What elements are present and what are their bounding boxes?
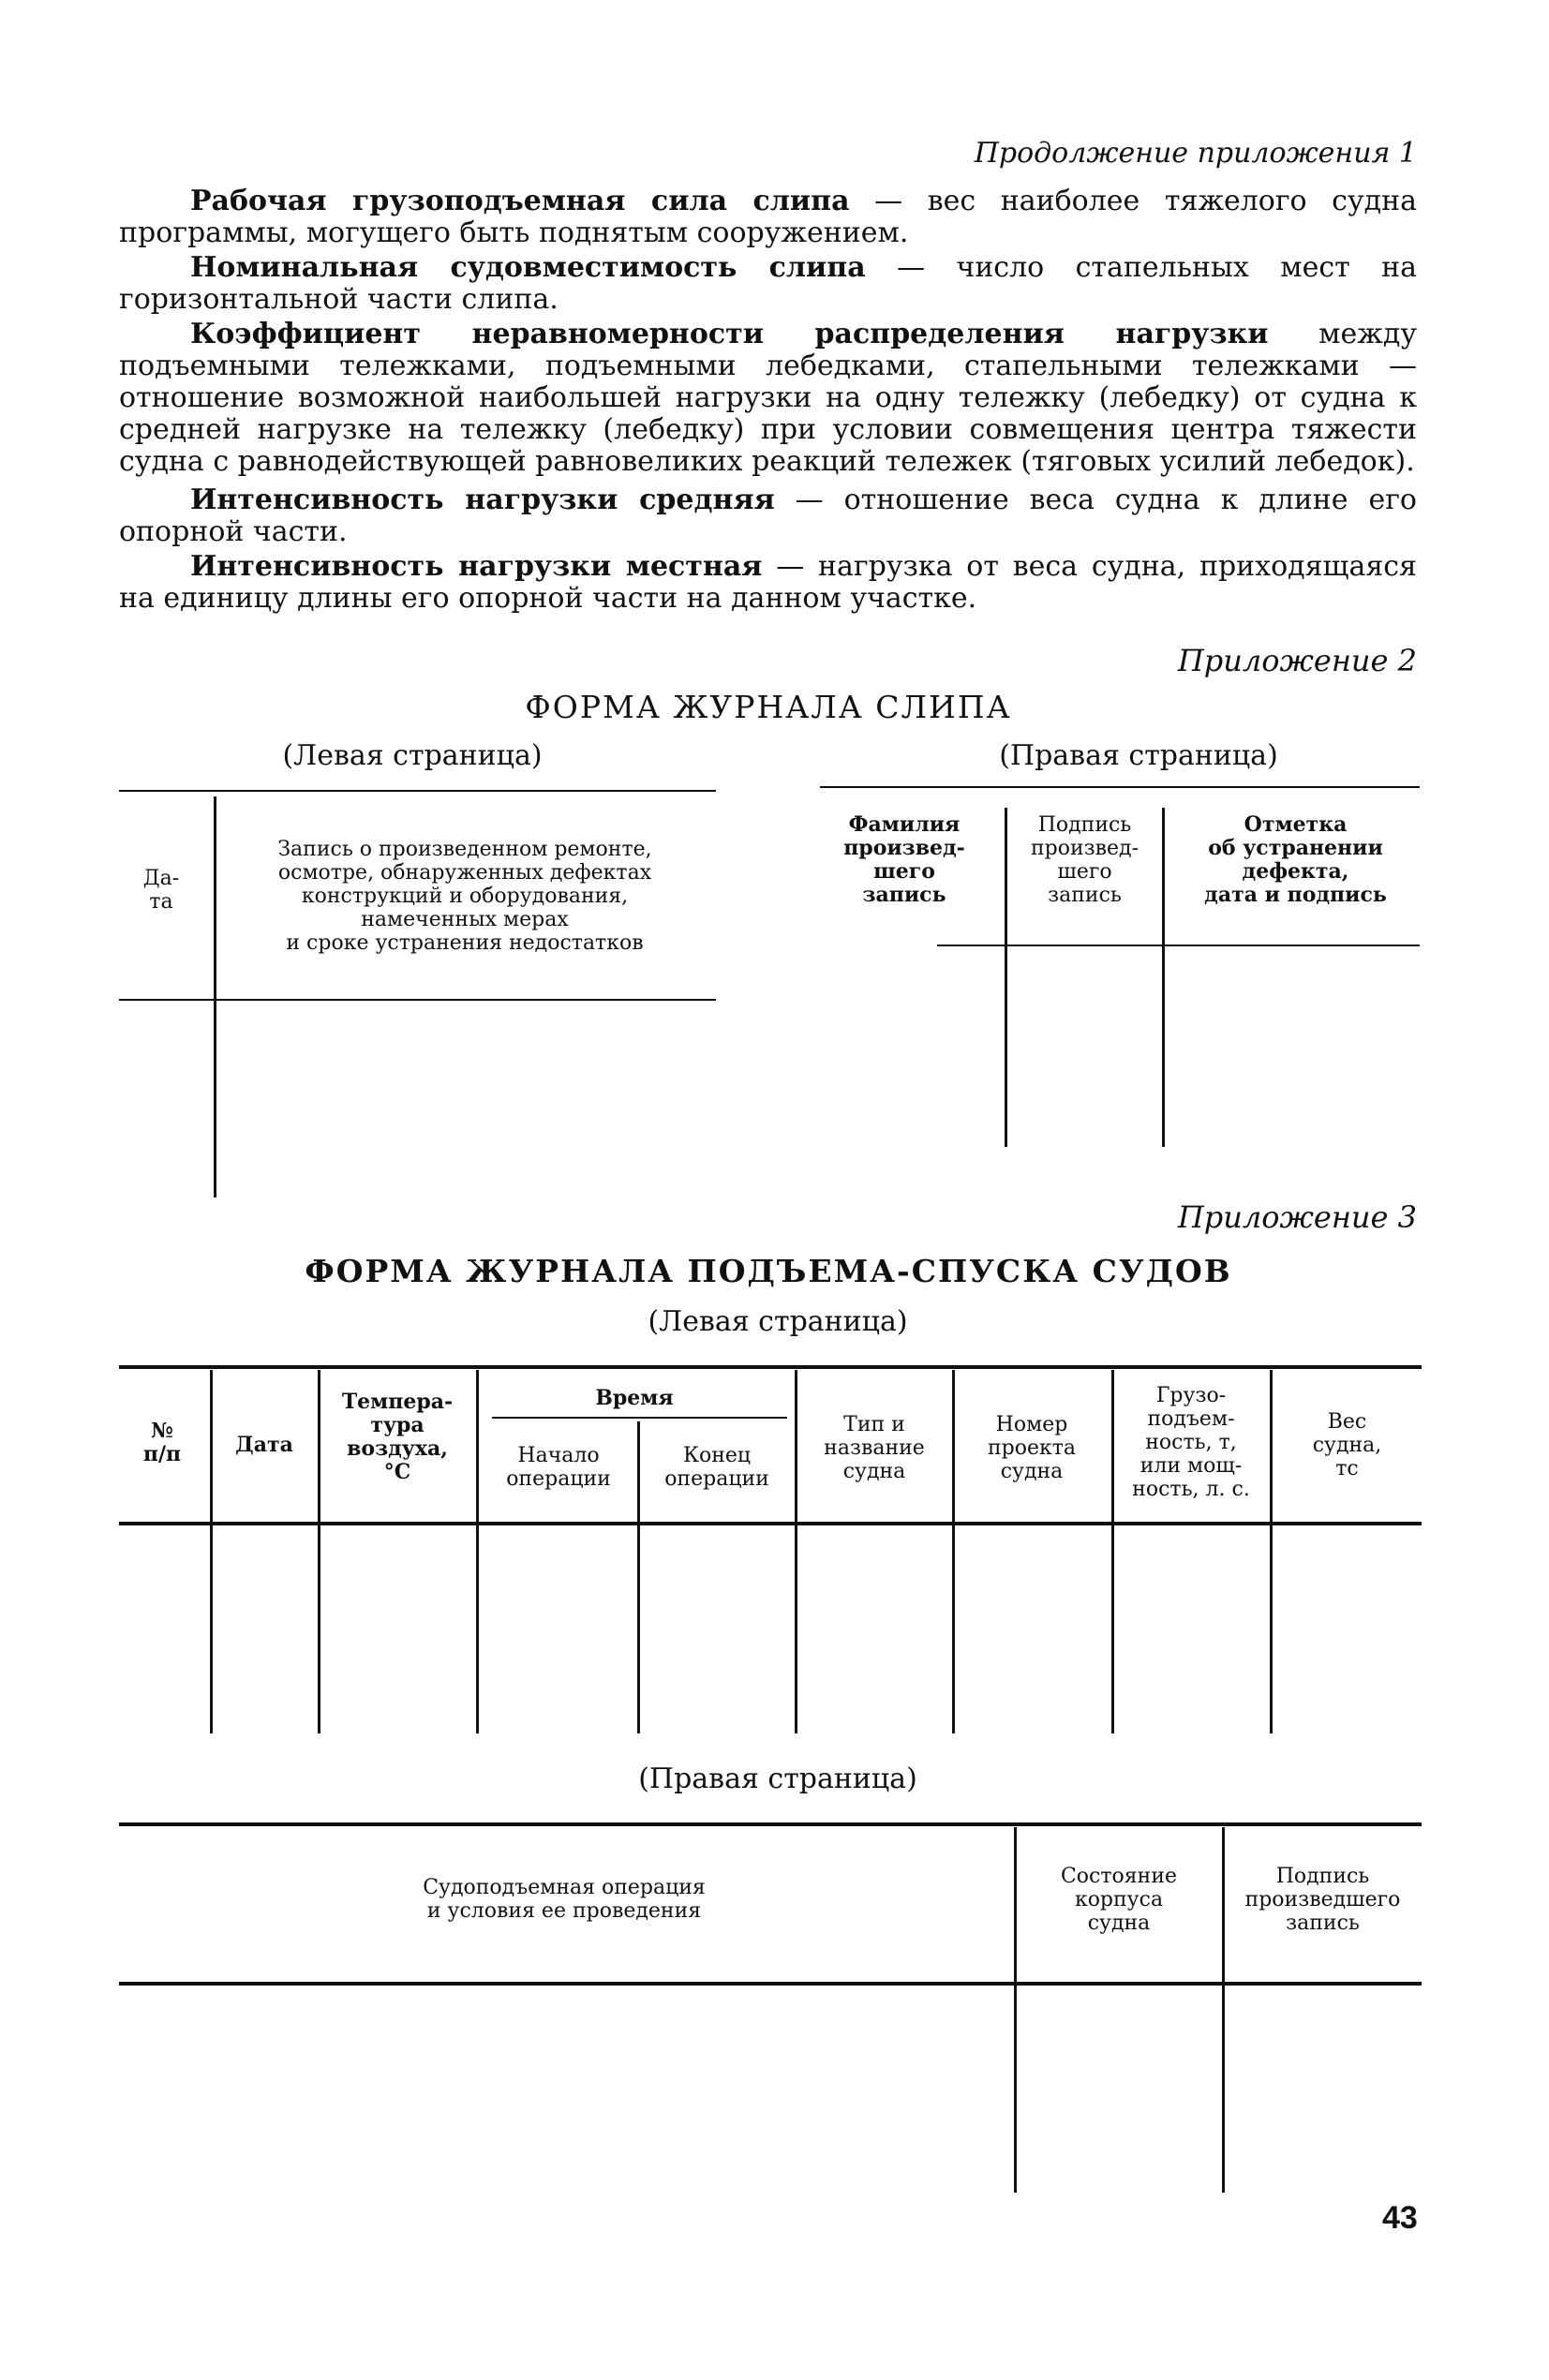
appendix2-col-date: Да- та [142, 867, 180, 914]
definition-term: Коэффициент неравномерности распределения нагрузки [190, 318, 1269, 350]
appendix2-col-signature: Подпись произвед- шего запись [1030, 813, 1139, 907]
table-column-divider [1111, 1370, 1114, 1733]
table-rule [119, 1522, 1422, 1525]
definition-paragraph [119, 484, 1417, 548]
table-rule [119, 1365, 1422, 1369]
appendix3-col-weight: Вес судна, тс [1312, 1410, 1382, 1480]
table-column-divider [795, 1370, 797, 1733]
appendix3-col-temp: Темпера- тура воздуха, °С [341, 1390, 454, 1484]
table-rule [119, 790, 716, 792]
table-column-divider [1222, 1827, 1225, 2193]
table-column-divider [210, 1370, 213, 1733]
appendix3-col-time-start: Начало операции [506, 1444, 611, 1491]
appendix3-col-type: Тип и название судна [824, 1413, 925, 1483]
table-column-divider [1162, 808, 1165, 1147]
appendix2-right-page-label: (Правая страница) [999, 739, 1278, 772]
definition-term: Интенсивность нагрузки местная [190, 550, 763, 583]
definition-text: — нагрузка от веса судна, приходящаяся на единицу длины его опорной части на данном участке. [119, 550, 1417, 615]
appendix3-col-date: Дата [235, 1433, 293, 1457]
table-column-divider [637, 1421, 640, 1733]
appendix3-title: ФОРМА ЖУРНАЛА ПОДЪЕМА-СПУСКА СУДОВ [305, 1253, 1232, 1289]
definition-paragraph [119, 252, 1417, 316]
definition-paragraph [119, 186, 1417, 249]
table-rule [119, 999, 716, 1001]
appendix2-title: ФОРМА ЖУРНАЛА СЛИПА [525, 689, 1012, 725]
appendix3-left-page-label: (Левая страница) [648, 1305, 908, 1338]
appendix2-col-record: Запись о произведенном ремонте, осмотре, обнаруженных дефектах конструкций и оборудования, намеченных мерах и сроке устранения недостатков [277, 838, 652, 955]
appendix2-label: Приложение 2 [1177, 643, 1417, 678]
table-column-divider [1014, 1827, 1017, 2193]
appendix3-right-page-label: (Правая страница) [638, 1763, 917, 1795]
table-column-divider [1270, 1370, 1273, 1733]
table-column-divider [476, 1370, 479, 1733]
definition-term: Рабочая грузоподъемная сила слипа [190, 185, 850, 217]
continuation-header: Продолжение приложения 1 [974, 137, 1417, 170]
definition-term: Номинальная судовместимость слипа [190, 251, 866, 284]
appendix3-col-project: Номер проекта судна [987, 1413, 1077, 1483]
table-rule [937, 945, 1420, 946]
table-rule [820, 786, 1420, 788]
appendix3-col-operation: Судоподъемная операция и условия ее проведения [423, 1876, 706, 1923]
appendix3-col-capacity: Грузо- подъем- ность, т, или мощ- ность, л. с. [1132, 1384, 1250, 1501]
appendix2-col-defect-mark: Отметка об устранении дефекта, дата и подпись [1204, 812, 1387, 907]
appendix2-left-page-label: (Левая страница) [282, 739, 543, 772]
appendix3-col-num: № п/п [142, 1419, 182, 1466]
table-rule [492, 1417, 787, 1419]
table-column-divider [952, 1370, 955, 1733]
table-column-divider [318, 1370, 320, 1733]
appendix3-col-signature: Подпись произведшего запись [1244, 1865, 1401, 1935]
definition-text: — вес наиболее тяжелого судна программы, могущего быть поднятым сооружением. [119, 185, 1417, 249]
table-column-divider [214, 796, 216, 1197]
definition-text: между подъемными тележками, подъемными лебедками, стапельными тележками — отношение возможной наибольшей нагрузки на одну тележку (лебедку) от судна к средней нагрузке на тележку (лебедку) при условии совмещения центра тяжести судна с равнодействующей равновеликих реакций тележек (тяговых усилий лебедок). [119, 318, 1417, 478]
appendix3-col-hull: Состояние корпуса судна [1060, 1865, 1178, 1935]
appendix3-col-time-end: Конец операции [664, 1444, 769, 1491]
definition-paragraph [119, 319, 1417, 478]
table-column-divider [1005, 808, 1007, 1147]
definition-term: Интенсивность нагрузки средняя [190, 483, 775, 516]
appendix2-col-surname: Фамилия произвед- шего запись [843, 812, 965, 907]
appendix3-col-time: Время [595, 1386, 674, 1410]
definition-text: — число стапельных мест на горизонтальной части слипа. [119, 251, 1418, 316]
table-rule [119, 1982, 1422, 1986]
definition-text: — отношение веса судна к длине его опорной части. [119, 483, 1417, 548]
table-rule [119, 1822, 1422, 1826]
definition-paragraph [119, 551, 1417, 615]
appendix3-label: Приложение 3 [1177, 1199, 1417, 1235]
page-number: 43 [1382, 2200, 1418, 2236]
